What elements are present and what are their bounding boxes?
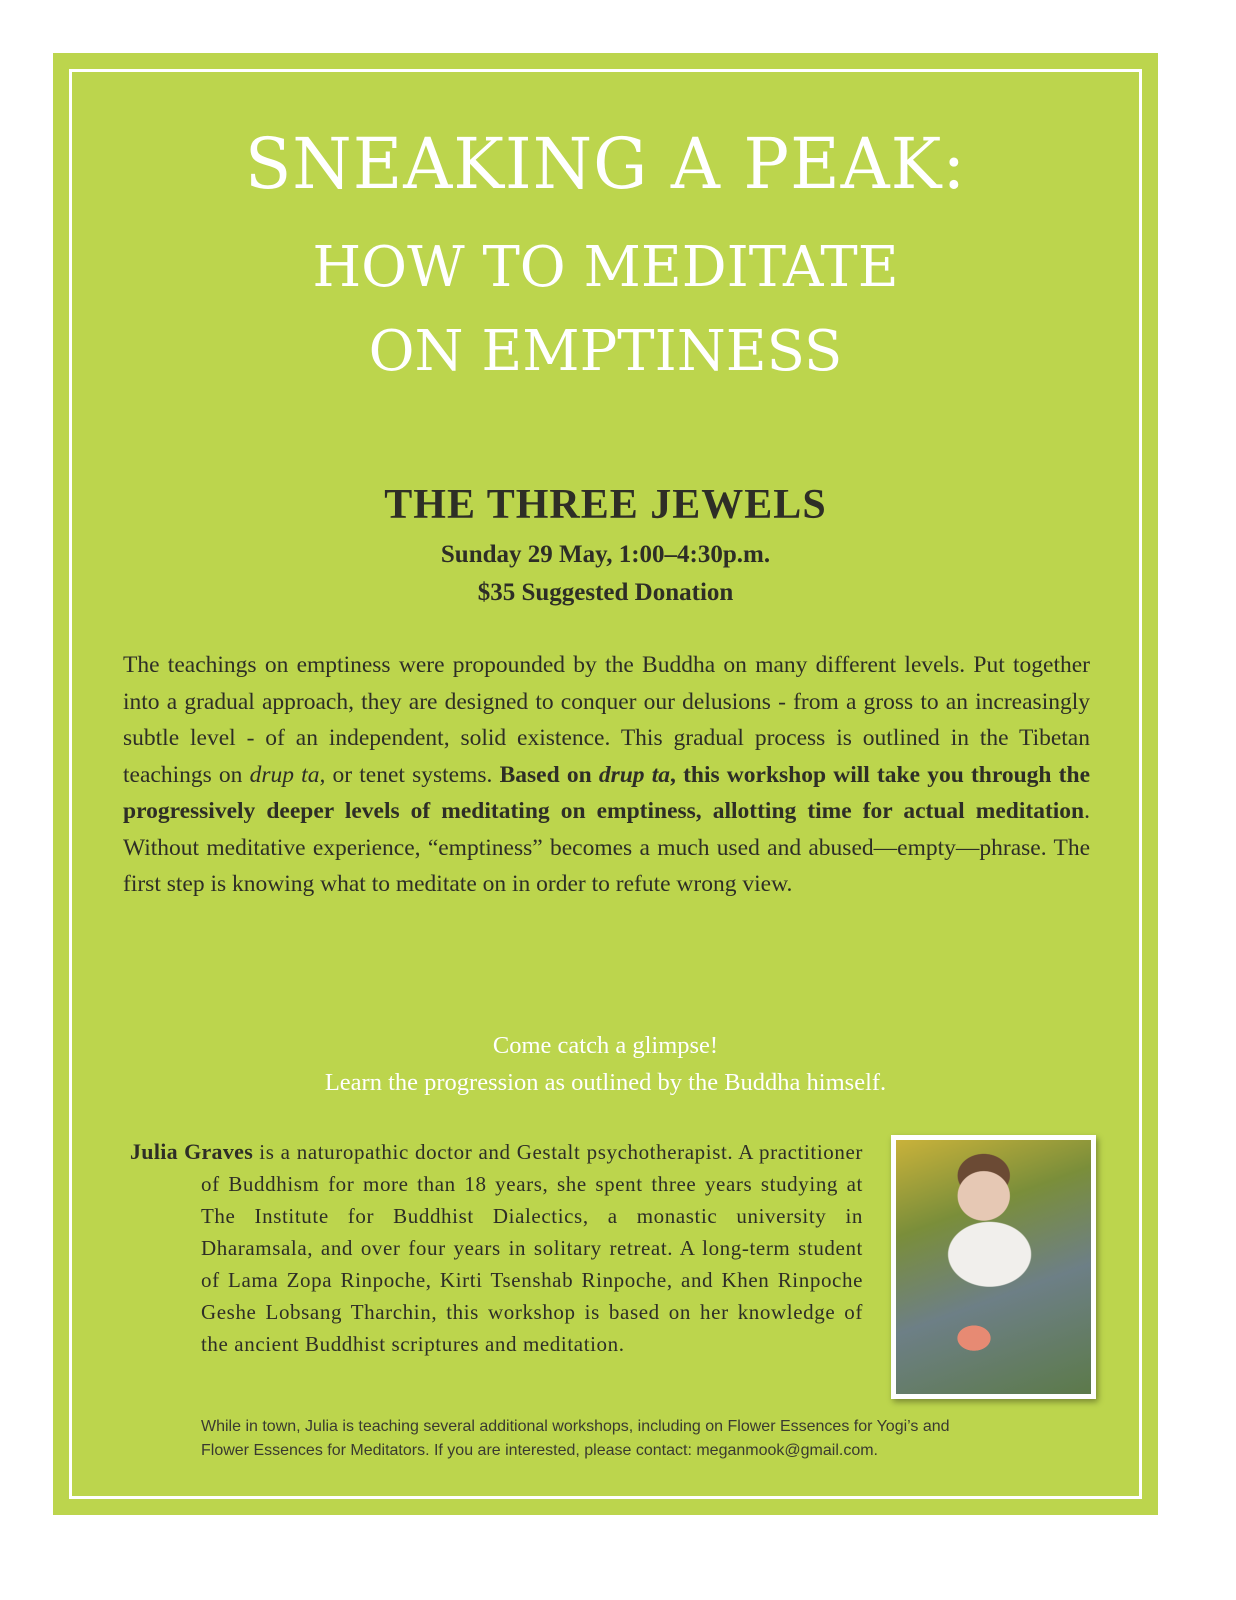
bio-text: is a naturopathic doctor and Gestalt psychotherapist. A practitioner of Buddhism for more than 18 years, she spent three years studying at The Institute for Buddhist Dialectics, a monastic university in Dharamsala, and over four years in solitary retreat. A long-term student of Lama Zopa Rinpoche, Kirti Tsenshab Rinpoche, and Khen Rinpoche Geshe Lobsang Tharchin, this workshop is based on her knowledge of the ancient Buddhist scriptures and meditation.	[201, 1140, 864, 1356]
speaker-name: Julia Graves	[130, 1139, 254, 1164]
flyer	[53, 53, 1158, 1515]
desc-bold-text: , this workshop will take you through the progressively deeper levels of meditating on emptiness, allotting time for actual meditation	[123, 761, 1091, 824]
desc-text: . Without meditative experience, “emptiness” becomes a much used and abused—empty—phrase. The first step is knowing what to meditate on in order to refute wrong view.	[123, 798, 1090, 897]
desc-bold-text: Based on	[499, 761, 599, 788]
footer-line-1: While in town, Julia is teaching several additional workshops, including on Flower Essences for Yogi’s and	[201, 1418, 950, 1435]
subtitle-line-2: ON EMPTINESS	[368, 319, 843, 384]
venue-heading: THE THREE JEWELS	[384, 482, 827, 528]
footer-line-2: Flower Essences for Meditators. If you are interested, please contact: meganmook@gmail.com.	[201, 1442, 878, 1459]
desc-italic: drup ta,	[249, 761, 326, 788]
call-to-action	[53, 1027, 1158, 1101]
description-paragraph	[123, 647, 1090, 903]
desc-bold-italic: drup ta	[598, 761, 671, 788]
speaker-bio	[130, 1136, 864, 1360]
footer-note	[201, 1415, 1081, 1463]
speaker-photo	[891, 1135, 1096, 1399]
cta-line-1: Come catch a glimpse!	[492, 1032, 719, 1059]
event-datetime: Sunday 29 May, 1:00–4:30p.m.	[440, 541, 771, 568]
subtitle	[53, 226, 1158, 394]
desc-text: or tenet systems.	[325, 761, 500, 788]
desc-text: The teachings on emptiness were propounded by the Buddha on many different levels. Put together into a gradual approach, they are designed to conquer our delusions - from a gross to an increasingly subtle level - of an independent, solid existence. This gradual process is outlined in the Tibetan teachings on	[123, 652, 1090, 788]
cta-line-2: Learn the progression as outlined by the Buddha himself.	[324, 1069, 887, 1096]
title-line-1: SNEAKING A PEAK:	[244, 123, 967, 205]
event-price: $35 Suggested Donation	[477, 579, 734, 606]
subtitle-line-1: HOW TO MEDITATE	[312, 235, 899, 300]
